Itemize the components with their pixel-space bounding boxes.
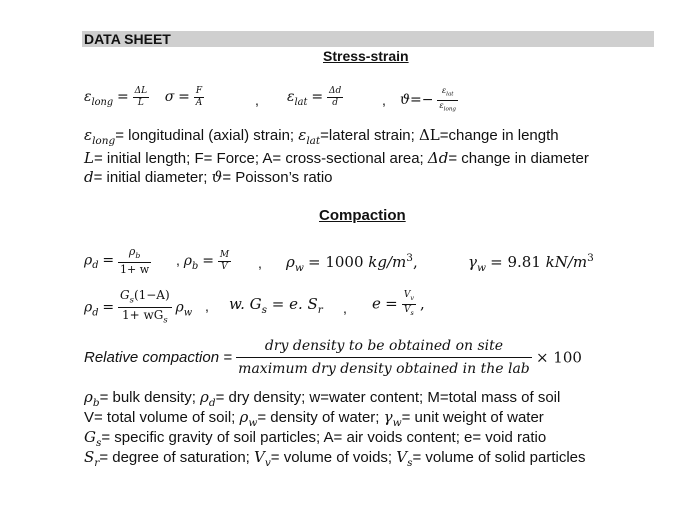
sub: s xyxy=(163,314,168,325)
comma-3: , xyxy=(258,255,262,271)
sub: w xyxy=(294,262,304,274)
rho: ρ xyxy=(239,408,249,426)
sub: w xyxy=(476,262,486,274)
comma-5: , xyxy=(343,300,347,316)
equals: = xyxy=(178,89,190,106)
sub: d xyxy=(208,397,216,409)
rho: ρ xyxy=(84,388,93,406)
e: e xyxy=(372,294,381,313)
rho: ρ xyxy=(200,388,209,406)
rho: ρ xyxy=(84,252,93,269)
sub: b xyxy=(192,261,199,272)
v: V xyxy=(403,304,411,315)
text: = density of water; xyxy=(257,409,384,426)
header-bar xyxy=(82,31,654,47)
s: S xyxy=(84,448,95,466)
eps-long-small: ε xyxy=(439,100,444,110)
eps-long-formula xyxy=(84,86,204,109)
text: = initial diameter; xyxy=(93,169,212,186)
sub: s xyxy=(407,457,413,469)
comma-4: , xyxy=(205,298,209,314)
sub: long xyxy=(92,135,116,147)
eps-lat-small: ε xyxy=(441,86,447,95)
exp: 3 xyxy=(587,252,594,264)
text: = Poisson’s ratio xyxy=(222,169,333,186)
relative-compaction-label: Relative compaction = xyxy=(84,349,232,366)
sym: ϑ xyxy=(211,168,223,186)
sub: r xyxy=(94,457,100,469)
rho: ρ xyxy=(286,253,295,271)
text: = unit weight of water xyxy=(401,409,544,426)
v: V xyxy=(254,448,265,466)
sigma-symbol: σ xyxy=(164,89,175,106)
den: 1+ wG xyxy=(122,308,164,323)
sub: d xyxy=(92,307,99,319)
text: = degree of saturation; xyxy=(99,449,254,466)
denominator: maximum dry density obtained in the lab xyxy=(238,361,530,377)
text: = bulk density; xyxy=(99,389,201,406)
force-f: F xyxy=(194,86,205,98)
relative-compaction xyxy=(84,336,582,379)
text: =change in length xyxy=(439,127,559,144)
length-l: L xyxy=(137,98,144,108)
comma-1: , xyxy=(255,92,259,108)
text: = change in diameter xyxy=(448,150,589,167)
eps-lat-small-sub: lat xyxy=(446,91,454,98)
text: = volume of voids; xyxy=(270,449,397,466)
sub: b xyxy=(135,251,141,261)
sub: w xyxy=(392,417,402,429)
minus: − xyxy=(421,91,434,108)
m-over-v-fraction xyxy=(218,250,231,273)
vv-over-vs-fraction xyxy=(402,290,416,319)
area-a: A xyxy=(195,98,203,108)
sub: b xyxy=(92,397,100,409)
sub: s xyxy=(95,437,102,449)
text: = initial length; F= Force; A= cross-sectional area; xyxy=(93,150,428,167)
eps-lat-formula xyxy=(287,86,343,109)
volume: V xyxy=(221,262,228,272)
eps-long-sub: long xyxy=(91,97,114,108)
g: G xyxy=(84,428,96,446)
sym: Δd xyxy=(427,149,449,167)
f-over-a-fraction xyxy=(194,86,205,109)
rho-d-formula-2: $\rho_d$ = $\frac{G_s(1-A)}{1+ wG_s}$ $\rho_w$ xyxy=(84,288,192,328)
equals: = xyxy=(410,91,422,108)
gs-fraction xyxy=(118,288,172,328)
w: w xyxy=(229,295,241,313)
sym: ε xyxy=(298,126,307,144)
gamma: γ xyxy=(383,408,393,426)
text: = specific gravity of soil particles; A= air voids content; e= void ratio xyxy=(101,429,547,446)
header-title: DATA SHEET xyxy=(84,31,171,47)
stress-def-line-3 xyxy=(84,167,333,188)
sym: ΔL xyxy=(418,126,440,144)
stress-def-line-2 xyxy=(84,148,589,169)
eps-lat-symbol: ε xyxy=(287,89,295,106)
rho-b-formula: , $\rho_b$ = $\frac{M}{V}$ xyxy=(176,250,230,272)
poisson-formula xyxy=(400,86,458,114)
rho: ρ xyxy=(175,299,184,316)
rho-w-formula xyxy=(286,252,418,274)
theta-symbol: ϑ xyxy=(400,91,411,108)
sub: v xyxy=(264,457,271,469)
comma: , xyxy=(412,253,418,271)
mass: M xyxy=(219,250,230,260)
gs: . G xyxy=(240,295,262,313)
text: = dry density; w=water content; M=total mass of soil xyxy=(215,389,561,406)
rho: ρ xyxy=(128,245,136,258)
w-gs-formula xyxy=(229,295,323,316)
exp: 3 xyxy=(406,252,413,264)
comma-2: , xyxy=(382,92,386,108)
esr: = e. S xyxy=(266,295,318,313)
sub: w xyxy=(248,417,258,429)
eps-lat-sub: lat xyxy=(294,97,308,108)
sub: v xyxy=(410,294,414,302)
equals: = xyxy=(311,89,324,106)
rest: (1−A) xyxy=(133,288,170,302)
sym: ε xyxy=(84,126,93,144)
dd-over-d-fraction xyxy=(327,86,343,109)
times-100: × 100 xyxy=(535,348,582,367)
v: V xyxy=(396,448,408,466)
sym: L xyxy=(84,149,94,167)
eps-long-symbol: ε xyxy=(84,89,92,106)
sub: r xyxy=(317,304,323,316)
delta-l: ΔL xyxy=(134,86,148,96)
rho: ρ xyxy=(84,299,93,316)
sub: d xyxy=(92,260,99,272)
sub: s xyxy=(129,294,134,305)
v: V xyxy=(403,290,411,300)
text: = volume of solid particles xyxy=(412,449,586,466)
void-ratio-formula: e = $\frac{V_v}{V_s}$ , xyxy=(372,290,425,317)
gamma-w-formula xyxy=(468,252,594,274)
sub: s xyxy=(261,304,267,316)
stress-strain-title: Stress-strain xyxy=(323,48,409,64)
sym: d xyxy=(84,168,94,186)
delta-d: Δd xyxy=(328,86,342,96)
text: V= total volume of soil; xyxy=(84,409,240,426)
diameter-d: d xyxy=(332,98,338,108)
text: = longitudinal (axial) strain; xyxy=(115,127,299,144)
compaction-title: Compaction xyxy=(319,207,406,224)
sub: w xyxy=(183,307,193,319)
sub: s xyxy=(410,309,414,317)
eps-long-small-sub: long xyxy=(443,106,457,113)
g: G xyxy=(120,288,130,302)
one-plus-w: 1+ w xyxy=(120,263,150,277)
text: =lateral strain; xyxy=(320,127,419,144)
rho: ρ xyxy=(183,253,193,270)
sub: lat xyxy=(306,135,321,147)
rho-b-over-1-plus-w xyxy=(118,245,151,276)
poisson-fraction xyxy=(437,86,458,114)
rho-d-formula-1: $\rho_d$ = $\frac{\rho_b}{1+ w}$ xyxy=(84,245,150,277)
relative-compaction-fraction xyxy=(236,336,532,379)
gamma: γ xyxy=(468,253,477,271)
dl-over-l-fraction xyxy=(133,86,149,109)
compaction-def-line-4 xyxy=(84,447,586,473)
unit: kg/m xyxy=(368,253,407,271)
numerator: dry density to be obtained on site xyxy=(236,336,532,358)
value: = 1000 xyxy=(308,253,369,271)
unit: kN/m xyxy=(545,253,588,271)
value: = 9.81 xyxy=(490,253,546,271)
equals: = xyxy=(117,89,129,106)
